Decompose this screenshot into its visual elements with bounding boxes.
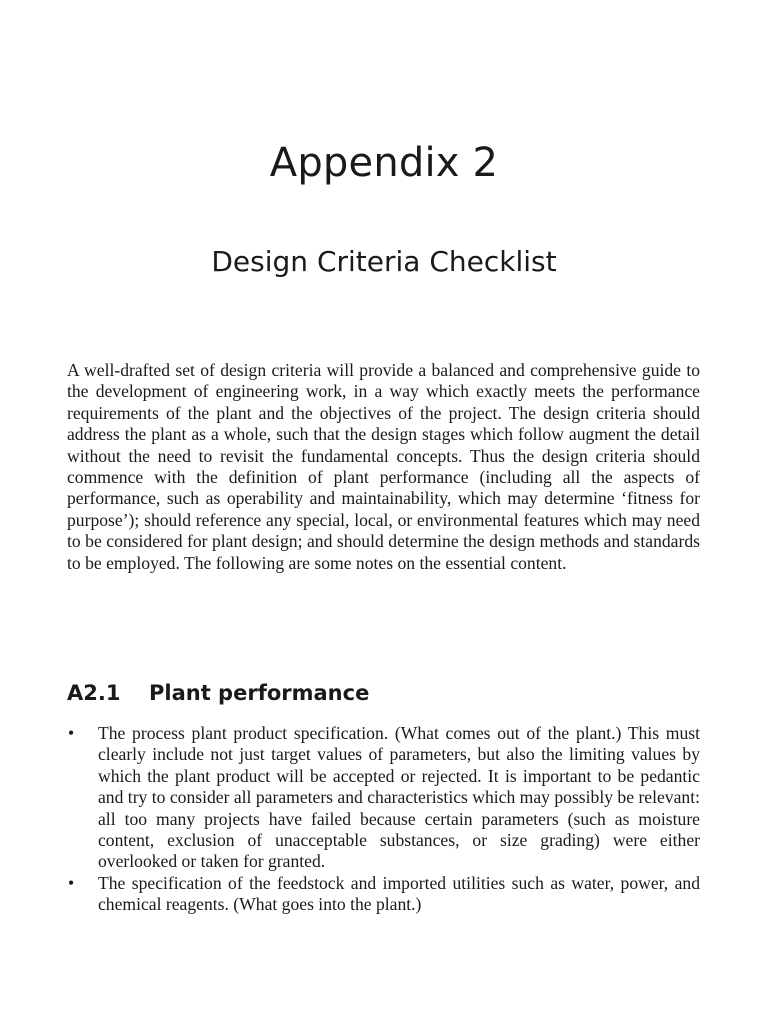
bullet-icon: •: [68, 723, 75, 743]
list-item-text: The specification of the feedstock and imported utilities such as water, power, and chemical reagents. (What goes into the plant.): [98, 872, 700, 915]
list-item: [67, 873, 700, 916]
intro-paragraph: A well-drafted set of design criteria will provide a balanced and comprehensive guide to the development of engineering work, in a way which exactly meets the performance requirements of the plant and the objectives of the project. The design criteria should address the plant as a whole, such that the design stages which follow augment the detail without the need to revisit the fundamental concepts. Thus the design criteria should commence with the definition of plant performance (including all the aspects of performance, such as operability and maintainability, which may determine ‘fitness for purpose’); should reference any special, local, or environmental features which may need to be considered for plant design; and should determine the design methods and standards to be employed. The following are some notes on the essential content.: [67, 360, 700, 573]
appendix-title: Appendix 2: [269, 140, 499, 186]
section-heading: [67, 681, 369, 705]
bullet-list: [67, 723, 700, 916]
list-item-text: The process plant product specification. (What comes out of the plant.) This must clearly include not just target values of parameters, but also the limiting values by which the plant product will be accepted or rejected. It is important to be pedantic and try to consider all parameters and characteristics which may possibly be relevant: all too many projects have failed because certain parameters (such as moisture content, exclusion of unacceptable substances, or size grading) were either overlooked or taken for granted.: [98, 723, 700, 872]
bullet-icon: •: [68, 872, 75, 893]
list-item: [67, 723, 700, 873]
section-number: A2.1: [67, 681, 121, 705]
chapter-subtitle: Design Criteria Checklist: [211, 245, 557, 278]
section-title: Plant performance: [149, 681, 370, 705]
